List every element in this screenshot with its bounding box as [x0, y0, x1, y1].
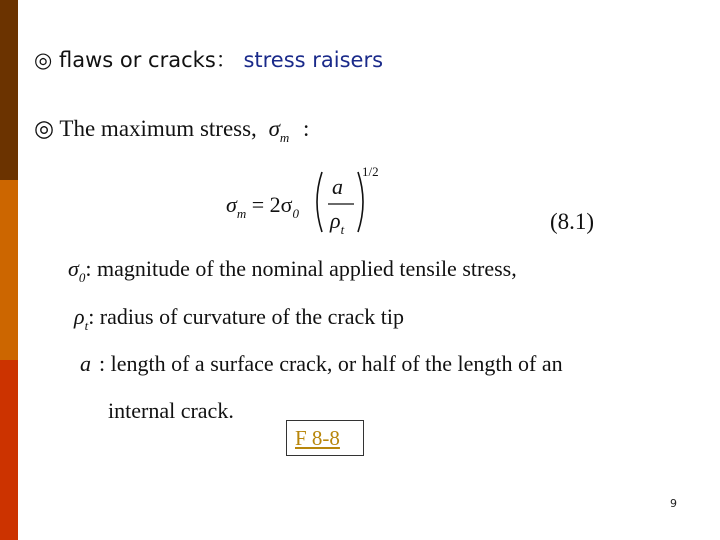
formula-exponent: 1/2: [362, 164, 379, 179]
accent-bar-bottom: [0, 360, 18, 540]
page-number: 9: [670, 497, 677, 510]
definition-sigma0: $\sigma_0$: magnitude of the nominal applied tensile stress,: [68, 256, 517, 285]
accent-bar-middle: [0, 180, 18, 360]
formula-numerator: a: [332, 174, 343, 199]
left-accent-bar: [0, 0, 18, 540]
accent-bar-top: [0, 0, 18, 180]
formula-denominator: $\rho_t$: [330, 208, 345, 237]
colon: :: [303, 116, 310, 141]
bullet-line-flaws: [34, 44, 383, 74]
figure-link-box[interactable]: [286, 420, 364, 456]
formula-lhs: $\sigma_m = 2\sigma_0$: [226, 192, 300, 221]
definition-a: a : length of a surface crack, or half of the length of an: [80, 351, 563, 376]
formula-fraction: [312, 166, 392, 240]
definition-continuation: internal crack.: [108, 398, 234, 423]
equation-number: (8.1): [550, 209, 595, 234]
definition-rho-t: $\rho_t$: radius of curvature of the crack tip: [74, 304, 404, 333]
max-stress-text: The maximum stress,: [59, 116, 257, 141]
stress-raisers-text: stress raisers: [243, 48, 384, 72]
bullet-icon: ◎: [34, 116, 55, 142]
sigma-symbol: σ: [268, 116, 280, 141]
figure-link[interactable]: F 8-8: [295, 426, 340, 450]
bullet-line-max-stress: [34, 116, 310, 145]
flaws-text: flaws or cracks：: [59, 48, 237, 72]
sigma-subscript: m: [279, 130, 290, 145]
bullet-icon: ◎: [34, 48, 53, 72]
